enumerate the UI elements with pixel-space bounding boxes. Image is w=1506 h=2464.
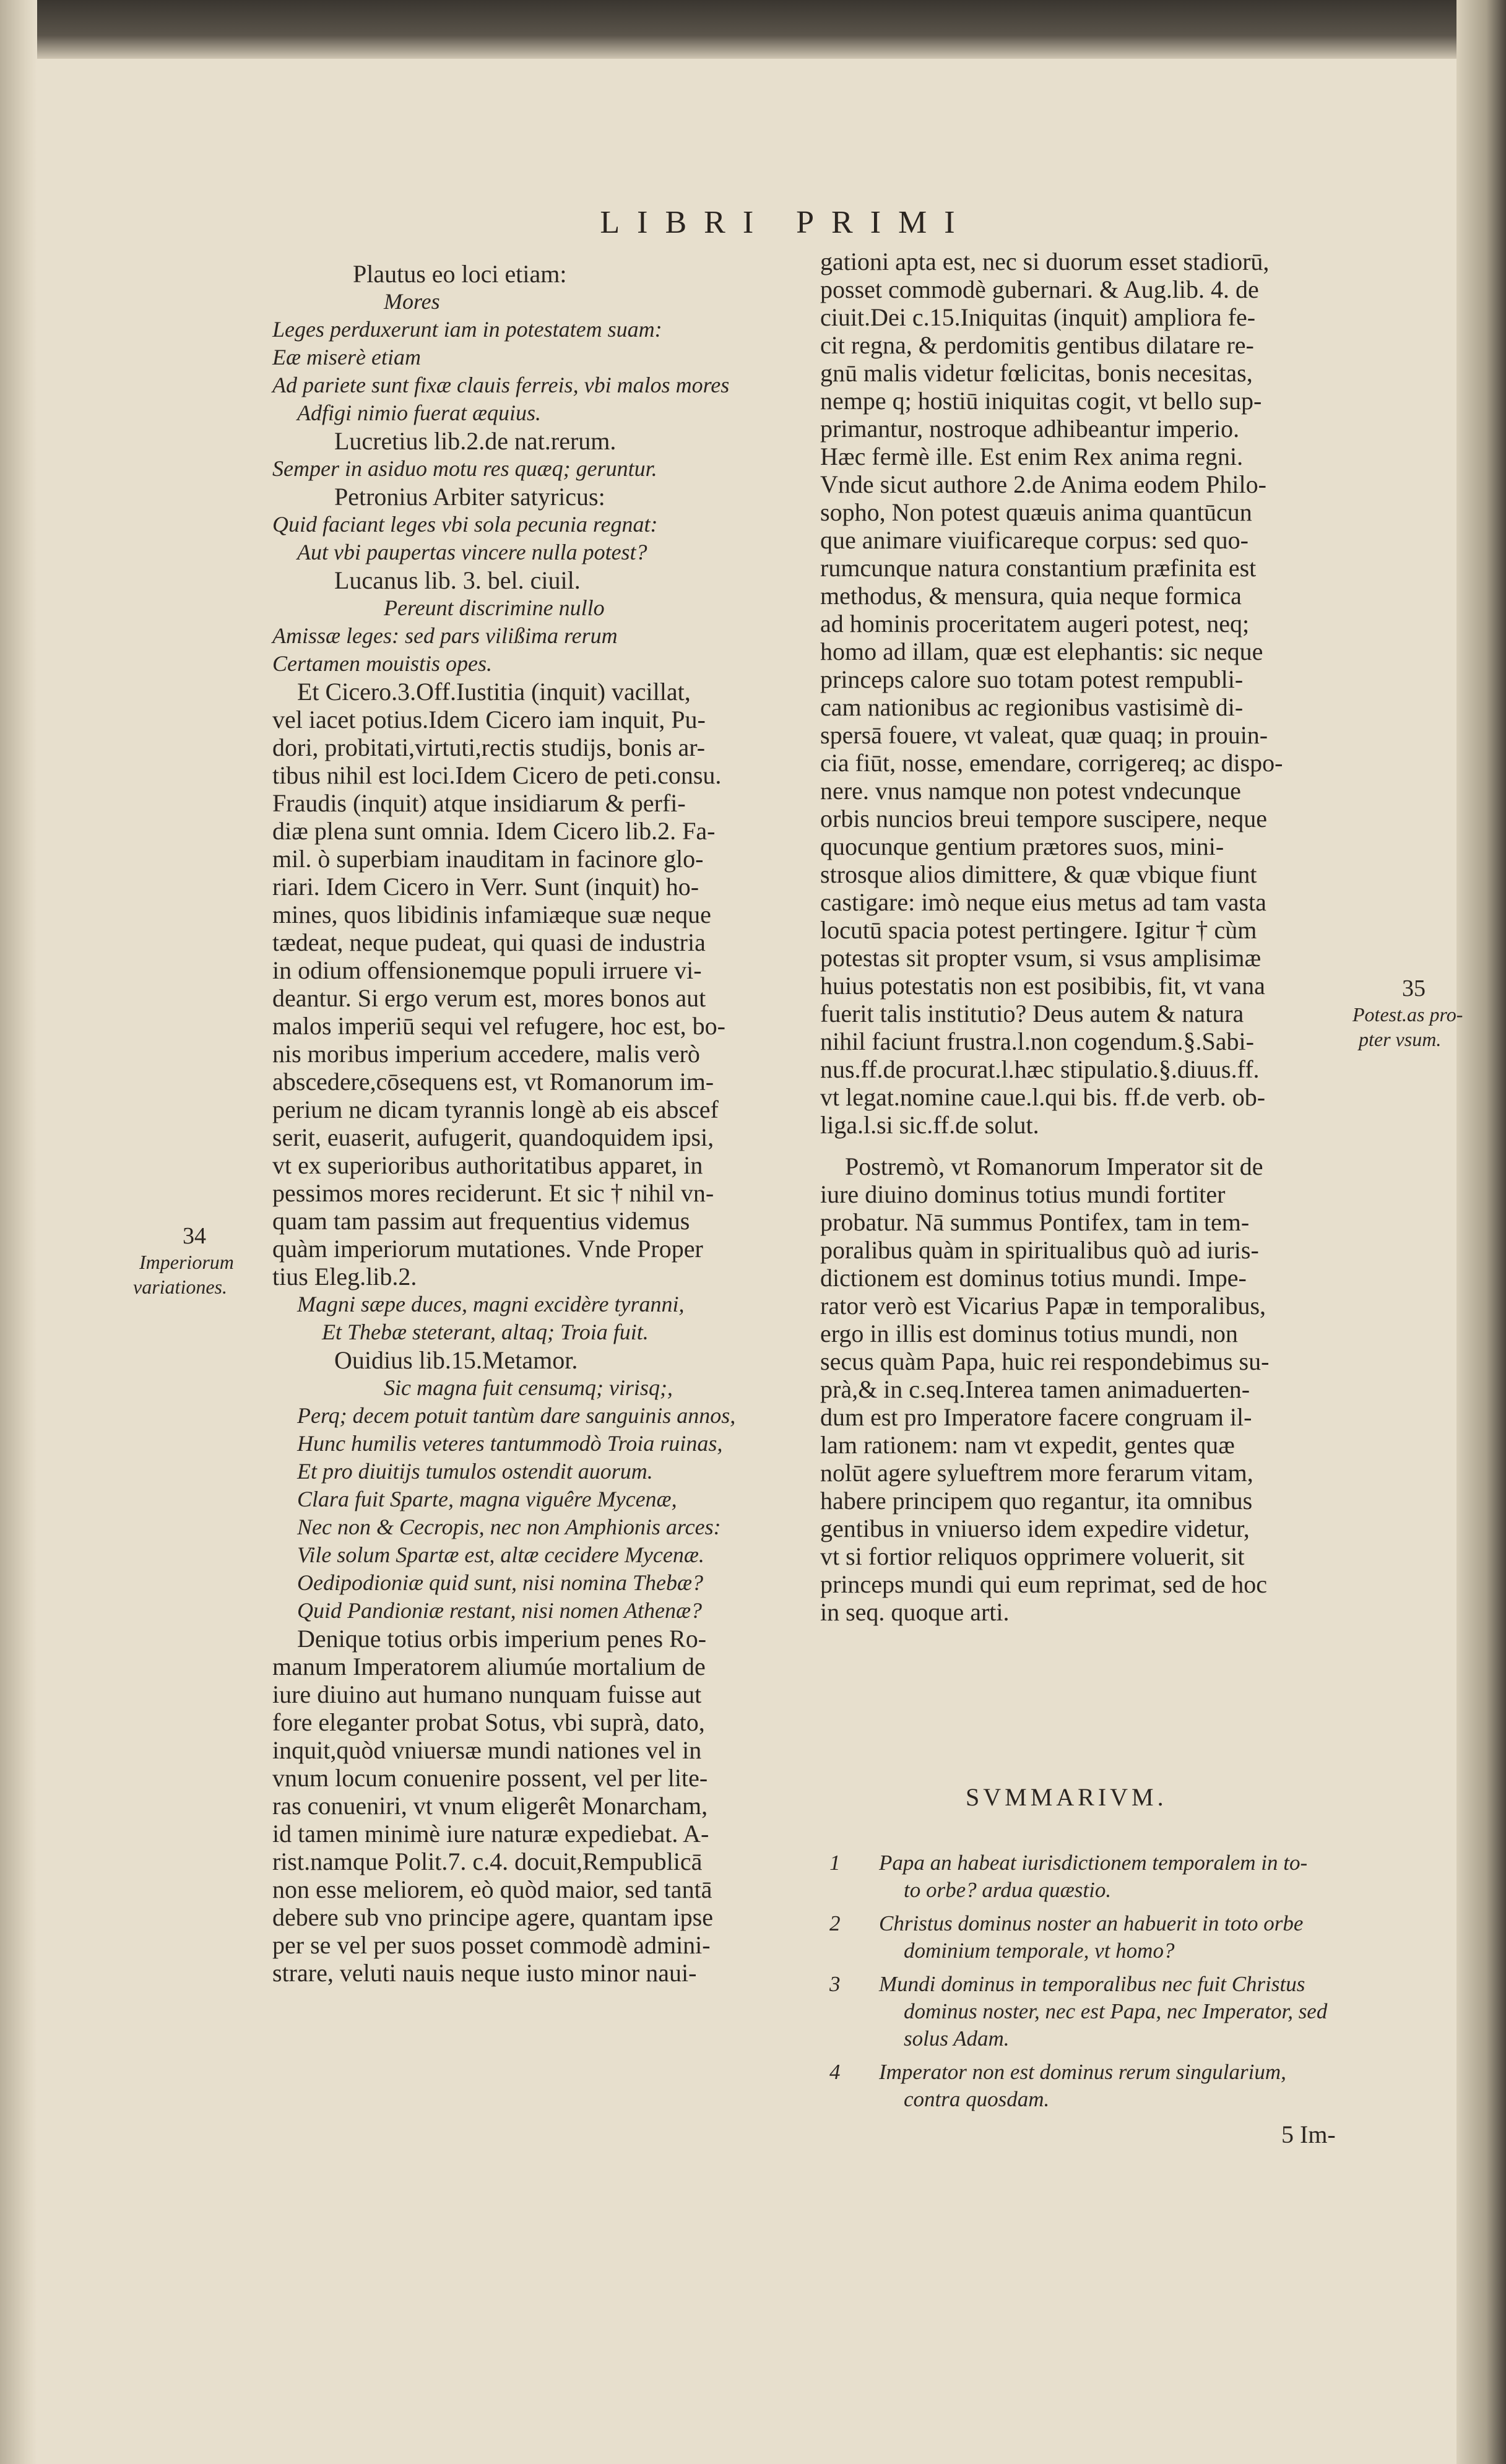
text-line: habere principem quo regantur, ita omnibus [820, 1487, 1253, 1515]
text-line: Ouidius lib.15.Metamor. [334, 1346, 578, 1374]
text-line: mil. ò superbiam inauditam in facinore glo- [272, 845, 704, 873]
text-line: gentibus in vniuerso idem expedire videtur, [820, 1515, 1250, 1542]
text-line: Vnde sicut authore 2.de Anima eodem Philo- [820, 470, 1266, 498]
text-line: Eæ miserè etiam [272, 345, 421, 370]
text-line: vnum locum conuenire possent, vel per lite- [272, 1764, 708, 1792]
text-line: Sic magna fuit censumq; virisq;, [384, 1375, 673, 1400]
text-line: dictionem est dominus totius mundi. Impe- [820, 1264, 1247, 1292]
summary-number: 2 [829, 1911, 841, 1935]
summary-line: Imperator non est dominus rerum singularium, [879, 2060, 1286, 2084]
text-line: nus.ff.de procurat.l.hæc stipulatio.§.diuus.ff. [820, 1055, 1260, 1083]
text-line: Adfigi nimio fuerat æquius. [297, 400, 542, 425]
text-line: Nec non & Cecropis, nec non Amphionis arces: [297, 1515, 721, 1539]
text-line: vt ex superioribus authoritatibus apparet, in [272, 1151, 703, 1179]
text-line: gationi apta est, nec si duorum esset stadiorū, [820, 248, 1270, 275]
text-line: Certamen mouistis opes. [272, 651, 492, 676]
running-header: LIBRI PRIMI [600, 205, 972, 240]
text-line: per se vel per suos posset commodè admini- [272, 1931, 711, 1959]
text-line: Perq; decem potuit tantùm dare sanguinis annos, [297, 1403, 736, 1428]
text-line: rumcunque natura constantium præfinita est [820, 554, 1257, 582]
summary-list [829, 1849, 1362, 2119]
text-line: ergo in illis est dominus totius mundi, non [820, 1320, 1238, 1347]
text-line: Quid faciant leges vbi sola pecunia regnat: [272, 512, 658, 537]
margin-note-right-1: Potest.as pro- [1352, 1003, 1463, 1026]
text-line: nis moribus imperium accedere, malis verò [272, 1040, 700, 1068]
text-line: homo ad illam, quæ est elephantis: sic neque [820, 638, 1263, 665]
text-line: id tamen minimè iure naturæ expediebat. A- [272, 1820, 709, 1848]
text-line: Aut vbi paupertas vincere nulla potest? [297, 540, 647, 564]
text-line: Et Cicero.3.Off.Iustitia (inquit) vacillat, [297, 678, 691, 706]
text-line: spersā fouere, vt valeat, quæ quaq; in prouin- [820, 721, 1268, 749]
text-line: locutū spacia potest pertingere. Igitur † cùm [820, 916, 1257, 944]
text-line: secus quàm Papa, huic rei respondebimus su- [820, 1347, 1270, 1375]
text-line: dori, probitati,virtuti,rectis studijs, bonis ar- [272, 733, 706, 761]
text-line: methodus, & mensura, quia neque formica [820, 582, 1242, 610]
text-line: Magni sæpe duces, magni excidère tyranni, [297, 1292, 685, 1316]
text-line: cam nationibus ac regionibus vastisimè di- [820, 693, 1244, 721]
binding-shadow [0, 0, 1506, 59]
page-fore-edge [1456, 0, 1506, 2464]
text-line: nere. vnus namque non potest vndecunque [820, 777, 1241, 805]
text-line: huius potestatis non est posibibis, fit, vt vana [820, 972, 1265, 1000]
text-line: orbis nuncios breui tempore suscipere, neque [820, 805, 1268, 832]
text-line: riari. Idem Cicero in Verr. Sunt (inquit) ho- [272, 873, 699, 901]
text-line: gnū malis videtur fœlicitas, bonis necesitas, [820, 359, 1253, 387]
text-line: posset commodè gubernari. & Aug.lib. 4. de [820, 275, 1259, 303]
text-line: tædeat, neque pudeat, qui quasi de industria [272, 928, 706, 956]
gutter-shadow [0, 0, 37, 2464]
text-line: nihil faciunt frustra.l.non cogendum.§.Sabi- [820, 1027, 1254, 1055]
text-line: ad hominis proceritatem augeri potest, neq; [820, 610, 1250, 638]
text-line: Quid Pandioniæ restant, nisi nomen Athenæ? [297, 1598, 702, 1623]
text-line: Hunc humilis veteres tantummodò Troia ruinas, [297, 1431, 723, 1456]
text-line: in seq. quoque arti. [820, 1598, 1010, 1626]
text-line: potestas sit propter vsum, si vsus amplisimæ [820, 944, 1261, 972]
summary-line: to orbe? ardua quæstio. [904, 1878, 1112, 1902]
text-line: tius Eleg.lib.2. [272, 1263, 417, 1290]
right-text-column [820, 248, 1352, 1626]
text-line: Leges perduxerunt iam in potestatem suam: [272, 317, 662, 342]
margin-number-right: 35 [1402, 975, 1426, 1001]
text-line: Semper in asiduo motu res quæq; geruntur. [272, 456, 657, 481]
summary-item [829, 2059, 1362, 2113]
text-line: strosque alios dimittere, & quæ vbique fiunt [820, 860, 1257, 888]
text-line: Et pro diuitijs tumulos ostendit auorum. [297, 1459, 653, 1484]
text-line: dum est pro Imperatore facere congruam il- [820, 1403, 1252, 1431]
text-line: princeps mundi qui eum reprimat, sed de hoc [820, 1570, 1268, 1598]
text-line: lam rationem: nam vt expedit, gentes quæ [820, 1431, 1235, 1459]
text-line: Hæc fermè ille. Est enim Rex anima regni. [820, 443, 1244, 470]
text-line: inquit,quòd vniuersæ mundi nationes vel in [272, 1736, 702, 1764]
margin-note-left-2: variationes. [133, 1276, 227, 1298]
summary-title: SVMMARIVM. [966, 1783, 1167, 1811]
text-line: quam tam passim aut frequentius videmus [272, 1207, 690, 1235]
text-line: iure diuino dominus totius mundi fortiter [820, 1180, 1226, 1208]
text-line: Lucretius lib.2.de nat.rerum. [334, 427, 617, 455]
text-line: quàm imperiorum mutationes. Vnde Proper [272, 1235, 703, 1263]
text-line: iure diuino aut humano nunquam fuisse aut [272, 1680, 702, 1708]
text-line: Petronius Arbiter satyricus: [334, 483, 605, 511]
text-line: malos imperiū sequi vel refugere, hoc est, bo- [272, 1012, 725, 1040]
text-line: quocunque gentium prætores suos, mini- [820, 832, 1224, 860]
text-line: Ad pariete sunt fixæ clauis ferreis, vbi malos mores [272, 373, 730, 397]
summary-number: 4 [829, 2060, 841, 2084]
text-line: Denique totius orbis imperium penes Ro- [297, 1625, 707, 1653]
text-line: serit, euaserit, aufugerit, quandoquidem ipsi, [272, 1123, 714, 1151]
text-line: que animare viuificareque corpus: sed quo- [820, 526, 1249, 554]
catchword: 5 Im- [1281, 2120, 1336, 2148]
summary-number: 1 [829, 1851, 841, 1875]
left-text-column [272, 260, 805, 1987]
text-line: Et Thebæ steterant, altaq; Troia fuit. [322, 1320, 649, 1344]
margin-number-left: 34 [183, 1223, 206, 1249]
summary-item [829, 1971, 1362, 2052]
text-line: probatur. Nā summus Pontifex, tam in tem- [820, 1208, 1250, 1236]
text-line: Postremò, vt Romanorum Imperator sit de [845, 1152, 1263, 1180]
text-line: ras conueniri, vt vnum eligerêt Monarcham, [272, 1792, 708, 1820]
text-line: rator verò est Vicarius Papæ in temporalibus, [820, 1292, 1266, 1320]
text-line: Amissæ leges: sed pars vilißima rerum [272, 623, 618, 648]
text-line: vt legat.nomine caue.l.qui bis. ff.de verb. ob- [820, 1083, 1266, 1111]
text-line: abscedere,cōsequens est, vt Romanorum im- [272, 1068, 714, 1096]
text-line: mines, quos libidinis infamiæque suæ neque [272, 901, 711, 928]
summary-line: solus Adam. [904, 2026, 1010, 2051]
text-line: castigare: imò neque eius metus ad tam vasta [820, 888, 1266, 916]
text-line: princeps calore suo totam potest rempubli- [820, 665, 1244, 693]
text-line: fuerit talis institutio? Deus autem & natura [820, 1000, 1244, 1027]
text-line: fore eleganter probat Sotus, vbi suprà, dato, [272, 1708, 705, 1736]
text-line: sopho, Non potest quæuis anima quantūcun [820, 498, 1252, 526]
text-line: poralibus quàm in spiritualibus quò ad iuris- [820, 1236, 1259, 1264]
text-line: strare, veluti nauis neque iusto minor naui- [272, 1959, 697, 1987]
text-line: Vile solum Spartæ est, altæ cecidere Mycenæ. [297, 1542, 704, 1567]
text-line: perium ne dicam tyrannis longè ab eis abscef [272, 1096, 719, 1123]
summary-number: 3 [829, 1972, 841, 1996]
text-line: manum Imperatorem aliumúe mortalium de [272, 1653, 706, 1680]
summary-line: Christus dominus noster an habuerit in toto orbe [879, 1911, 1304, 1935]
text-line: Plautus eo loci etiam: [353, 260, 567, 288]
text-line: deantur. Si ergo verum est, mores bonos aut [272, 984, 706, 1012]
text-line: vel iacet potius.Idem Cicero iam inquit, Pu- [272, 706, 706, 733]
summary-item [829, 1910, 1362, 1965]
text-line: nempe q; hostiū iniquitas cogit, vt bello sup- [820, 387, 1262, 415]
text-line: rist.namque Polit.7. c.4. docuit,Rempublicā [272, 1848, 703, 1875]
text-line: cia fiūt, nosse, emendare, corrigereq; ac dispo- [820, 749, 1283, 777]
margin-note-right-2: pter vsum. [1359, 1028, 1442, 1050]
text-line: ciuit.Dei c.15.Iniquitas (inquit) ampliora fe- [820, 303, 1256, 331]
text-line: diæ plena sunt omnia. Idem Cicero lib.2. Fa- [272, 817, 716, 845]
summary-line: dominium temporale, vt homo? [904, 1939, 1175, 1963]
summary-line: Papa an habeat iurisdictionem temporalem in to- [879, 1851, 1308, 1875]
text-line: Clara fuit Sparte, magna viguêre Mycenæ, [297, 1487, 677, 1511]
summary-line: Mundi dominus in temporalibus nec fuit Christus [879, 1972, 1305, 1996]
text-line: pessimos mores reciderunt. Et sic † nihil vn- [272, 1179, 714, 1207]
text-line: nolūt agere sylueftrem more ferarum vitam, [820, 1459, 1253, 1487]
text-line: Lucanus lib. 3. bel. ciuil. [334, 566, 581, 594]
text-line: Fraudis (inquit) atque insidiarum & perfi- [272, 789, 686, 817]
text-line: debere sub vno principe agere, quantam ipse [272, 1903, 713, 1931]
text-line: liga.l.si sic.ff.de solut. [820, 1111, 1039, 1139]
text-line: in odium offensionemque populi irruere vi- [272, 956, 702, 984]
text-line: vt si fortior reliquos opprimere voluerit, sit [820, 1542, 1245, 1570]
text-line: primantur, nostroque adhibeantur imperio. [820, 415, 1240, 443]
text-line: Oedipodioniæ quid sunt, nisi nomina Thebæ? [297, 1570, 704, 1595]
summary-item [829, 1849, 1362, 1904]
text-line [820, 1139, 1352, 1152]
text-line: prà,& in c.seq.Interea tamen animaduerten- [820, 1375, 1250, 1403]
text-line: Mores [384, 289, 440, 314]
text-line: Pereunt discrimine nullo [384, 595, 605, 620]
text-line: non esse meliorem, eò quòd maior, sed tantā [272, 1875, 712, 1903]
text-line: cit regna, & perdomitis gentibus dilatare re- [820, 331, 1254, 359]
summary-line: contra quosdam. [904, 2087, 1050, 2111]
summary-line: dominus noster, nec est Papa, nec Imperator, sed [904, 1999, 1328, 2023]
text-line: tibus nihil est loci.Idem Cicero de peti.consu. [272, 761, 722, 789]
margin-note-left-1: Imperiorum [139, 1251, 234, 1273]
